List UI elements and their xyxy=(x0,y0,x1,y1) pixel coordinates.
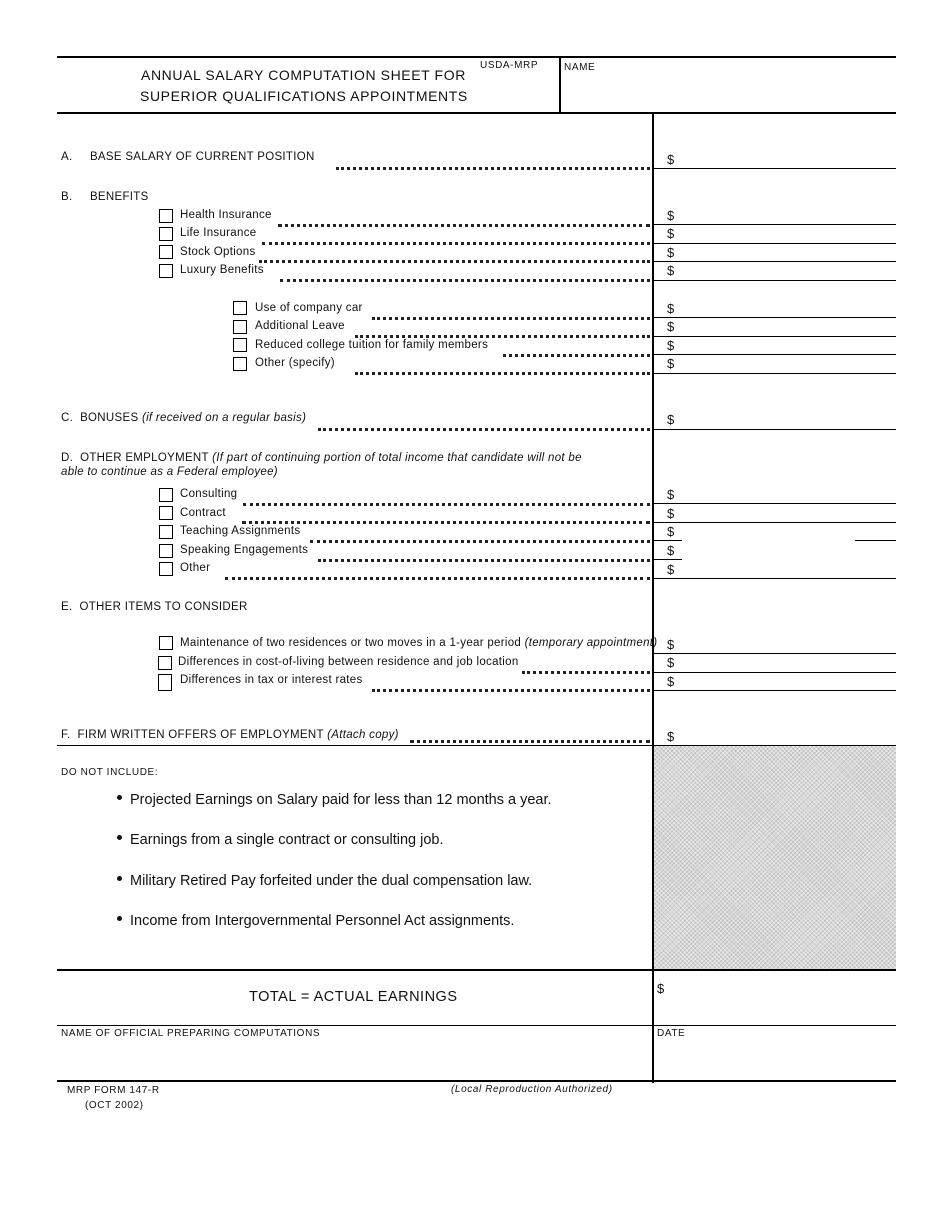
amount-contract[interactable] xyxy=(680,506,890,521)
leader-company-car xyxy=(372,317,650,320)
line-health-insurance xyxy=(654,224,896,225)
bullet-1 xyxy=(117,795,122,800)
item-other-specify: Other (specify) xyxy=(255,357,335,369)
dollar-tax-interest: $ xyxy=(667,674,675,689)
header-bottom-rule xyxy=(57,112,896,114)
dollar-two-residences: $ xyxy=(667,637,675,652)
total-dollar: $ xyxy=(657,981,665,996)
amount-health-insurance[interactable] xyxy=(680,208,890,223)
item-health-insurance: Health Insurance xyxy=(180,209,272,221)
dollar-life-insurance: $ xyxy=(667,226,675,241)
section-f-leader xyxy=(410,740,650,743)
item-luxury-benefits: Luxury Benefits xyxy=(180,264,264,276)
total-amount[interactable] xyxy=(670,981,890,1003)
line-tax-interest xyxy=(654,690,896,691)
exclusion-2: Earnings from a single contract or consulting job. xyxy=(130,832,444,848)
item-teaching-assignments: Teaching Assignments xyxy=(180,525,301,537)
section-d-note-line2-text: able to continue as a Federal employee) xyxy=(61,466,278,478)
section-f-title: F. FIRM WRITTEN OFFERS OF EMPLOYMENT xyxy=(61,729,324,741)
leader-contract xyxy=(242,521,650,524)
section-c-leader xyxy=(318,428,650,431)
exclusion-1: Projected Earnings on Salary paid for less than 12 months a year. xyxy=(130,792,552,808)
bullet-4 xyxy=(117,916,122,921)
amount-two-residences[interactable] xyxy=(680,637,890,652)
amount-additional-leave[interactable] xyxy=(680,319,890,334)
official-name-field[interactable] xyxy=(61,1046,646,1072)
leader-other-specify xyxy=(355,372,650,375)
section-a-dollar: $ xyxy=(667,152,675,167)
section-c-dollar: $ xyxy=(667,412,675,427)
line-contract xyxy=(654,522,896,523)
base-salary-amount[interactable] xyxy=(680,152,890,167)
leader-stock-options xyxy=(259,260,650,263)
dollar-company-car: $ xyxy=(667,301,675,316)
checkbox-reduced-tuition[interactable] xyxy=(233,338,247,352)
dollar-stock-options: $ xyxy=(667,245,675,260)
section-b-label: B. BENEFITS xyxy=(61,191,149,203)
section-c-title: C. BONUSES xyxy=(61,412,139,424)
amount-consulting[interactable] xyxy=(680,487,890,502)
checkbox-cost-of-living[interactable] xyxy=(158,656,172,670)
line-speaking-engagements xyxy=(654,559,682,560)
bottom-rule xyxy=(57,1080,896,1082)
section-f-note: (Attach copy) xyxy=(327,729,399,741)
dollar-additional-leave: $ xyxy=(667,319,675,334)
leader-additional-leave xyxy=(355,335,650,338)
bullet-2 xyxy=(117,835,122,840)
item-company-car: Use of company car xyxy=(255,302,363,314)
reproduction-note-text: (Local Reproduction Authorized) xyxy=(451,1084,613,1095)
section-f-label xyxy=(61,729,399,741)
amount-speaking-engagements[interactable] xyxy=(680,543,890,558)
amount-luxury-benefits[interactable] xyxy=(680,263,890,278)
line-cost-of-living xyxy=(654,672,896,673)
section-d-note-line1: (If part of continuing portion of total income that candidate will not be xyxy=(212,452,582,464)
line-additional-leave xyxy=(654,336,896,337)
bonuses-amount[interactable] xyxy=(680,412,890,427)
checkbox-company-car[interactable] xyxy=(233,301,247,315)
item-cost-of-living: Differences in cost-of-living between residence and job location xyxy=(178,656,519,668)
name-label: NAME xyxy=(564,62,596,73)
checkbox-luxury-benefits[interactable] xyxy=(159,264,173,278)
top-rule xyxy=(57,56,896,58)
name-field[interactable] xyxy=(564,80,889,106)
checkbox-consulting[interactable] xyxy=(159,488,173,502)
dollar-luxury-benefits: $ xyxy=(667,263,675,278)
total-label: TOTAL = ACTUAL EARNINGS xyxy=(249,989,458,1005)
checkbox-speaking-engagements[interactable] xyxy=(159,544,173,558)
exclusion-4: Income from Intergovernmental Personnel Act assignments. xyxy=(130,913,515,929)
reproduction-note xyxy=(451,1084,613,1095)
dollar-other-specify: $ xyxy=(667,356,675,371)
section-c-line xyxy=(654,429,896,430)
line-life-insurance xyxy=(654,243,896,244)
checkbox-two-residences[interactable] xyxy=(159,636,173,650)
item-stock-options: Stock Options xyxy=(180,246,256,258)
item-other-employment: Other xyxy=(180,562,211,574)
leader-tax-interest xyxy=(372,689,650,692)
item-life-insurance: Life Insurance xyxy=(180,227,257,239)
dollar-speaking-engagements: $ xyxy=(667,543,675,558)
header-divider xyxy=(559,57,561,112)
item-speaking-engagements: Speaking Engagements xyxy=(180,544,309,556)
official-label: NAME OF OFFICIAL PREPARING COMPUTATIONS xyxy=(61,1028,321,1039)
leader-reduced-tuition xyxy=(503,354,650,357)
dollar-reduced-tuition: $ xyxy=(667,338,675,353)
leader-health-insurance xyxy=(278,224,650,227)
amount-teaching-assignments[interactable] xyxy=(680,524,890,539)
item-additional-leave: Additional Leave xyxy=(255,320,345,332)
dollar-other-employment: $ xyxy=(667,562,675,577)
amount-stock-options[interactable] xyxy=(680,245,890,260)
section-f-dollar: $ xyxy=(667,729,675,744)
item-contract: Contract xyxy=(180,507,226,519)
checkbox-teaching-assignments[interactable] xyxy=(159,525,173,539)
line-company-car xyxy=(654,317,896,318)
checkbox-health-insurance[interactable] xyxy=(159,209,173,223)
shaded-area xyxy=(654,746,896,969)
line-two-residences xyxy=(654,653,896,654)
do-not-include-label: DO NOT INCLUDE: xyxy=(61,767,159,778)
section-a-label: A. BASE SALARY OF CURRENT POSITION xyxy=(61,151,315,163)
amount-other-specify[interactable] xyxy=(680,356,890,371)
checkbox-other-specify[interactable] xyxy=(233,357,247,371)
amount-life-insurance[interactable] xyxy=(680,226,890,241)
checkbox-tax-interest[interactable] xyxy=(158,674,172,691)
amount-other-employment[interactable] xyxy=(680,562,890,577)
leader-luxury-benefits xyxy=(280,279,650,282)
item-reduced-tuition: Reduced college tuition for family members xyxy=(255,339,489,351)
checkbox-other-employment[interactable] xyxy=(159,562,173,576)
line-other-employment xyxy=(654,578,896,579)
checkbox-stock-options[interactable] xyxy=(159,245,173,259)
firm-offers-amount[interactable] xyxy=(680,729,890,744)
item-two-residences-note: (temporary appointment) xyxy=(524,637,658,649)
dollar-health-insurance: $ xyxy=(667,208,675,223)
dollar-teaching-assignments: $ xyxy=(667,524,675,539)
line-other-specify xyxy=(654,373,896,374)
line-luxury-benefits xyxy=(654,280,896,281)
amount-tax-interest[interactable] xyxy=(680,674,890,689)
line-consulting xyxy=(654,503,896,504)
checkbox-life-insurance[interactable] xyxy=(159,227,173,241)
item-consulting: Consulting xyxy=(180,488,238,500)
leader-teaching-assignments xyxy=(310,540,650,543)
amount-company-car[interactable] xyxy=(680,301,890,316)
leader-other-employment xyxy=(225,577,650,580)
section-a-leader xyxy=(336,167,650,170)
date-field[interactable] xyxy=(657,1046,889,1072)
form-title-line1: ANNUAL SALARY COMPUTATION SHEET FOR xyxy=(141,67,466,83)
section-d-note-line2 xyxy=(61,466,278,478)
dollar-consulting: $ xyxy=(667,487,675,502)
line-reduced-tuition xyxy=(654,354,896,355)
leader-consulting xyxy=(243,503,650,506)
section-a-line xyxy=(654,168,896,169)
total-top-rule xyxy=(57,969,896,971)
leader-speaking-engagements xyxy=(318,559,650,562)
item-two-residences xyxy=(180,637,657,649)
item-tax-interest: Differences in tax or interest rates xyxy=(180,674,363,686)
exclusion-3: Military Retired Pay forfeited under the dual compensation law. xyxy=(130,873,533,889)
section-c-label xyxy=(61,412,306,424)
dollar-cost-of-living: $ xyxy=(667,655,675,670)
line-teaching-assignments-tail xyxy=(855,540,896,541)
total-bottom-rule xyxy=(57,1025,896,1026)
amount-cost-of-living[interactable] xyxy=(680,655,890,670)
date-label: DATE xyxy=(657,1028,686,1039)
section-e-label: E. OTHER ITEMS TO CONSIDER xyxy=(61,601,248,613)
amount-reduced-tuition[interactable] xyxy=(680,338,890,353)
form-number: MRP FORM 147-R xyxy=(67,1085,160,1096)
bullet-3 xyxy=(117,876,122,881)
dollar-contract: $ xyxy=(667,506,675,521)
leader-cost-of-living xyxy=(522,671,650,674)
section-d-label xyxy=(61,452,582,464)
item-two-residences-text: Maintenance of two residences or two moves in a 1-year period xyxy=(180,637,522,649)
checkbox-additional-leave[interactable] xyxy=(233,320,247,334)
checkbox-contract[interactable] xyxy=(159,506,173,520)
section-c-note: (if received on a regular basis) xyxy=(141,412,307,424)
agency-code: USDA-MRP xyxy=(480,60,539,71)
form-date: (OCT 2002) xyxy=(85,1100,144,1111)
leader-life-insurance xyxy=(262,242,650,245)
form-title-line2: SUPERIOR QUALIFICATIONS APPOINTMENTS xyxy=(140,88,468,104)
line-teaching-assignments-short xyxy=(654,540,682,541)
line-stock-options xyxy=(654,261,896,262)
section-d-title: D. OTHER EMPLOYMENT xyxy=(61,452,209,464)
